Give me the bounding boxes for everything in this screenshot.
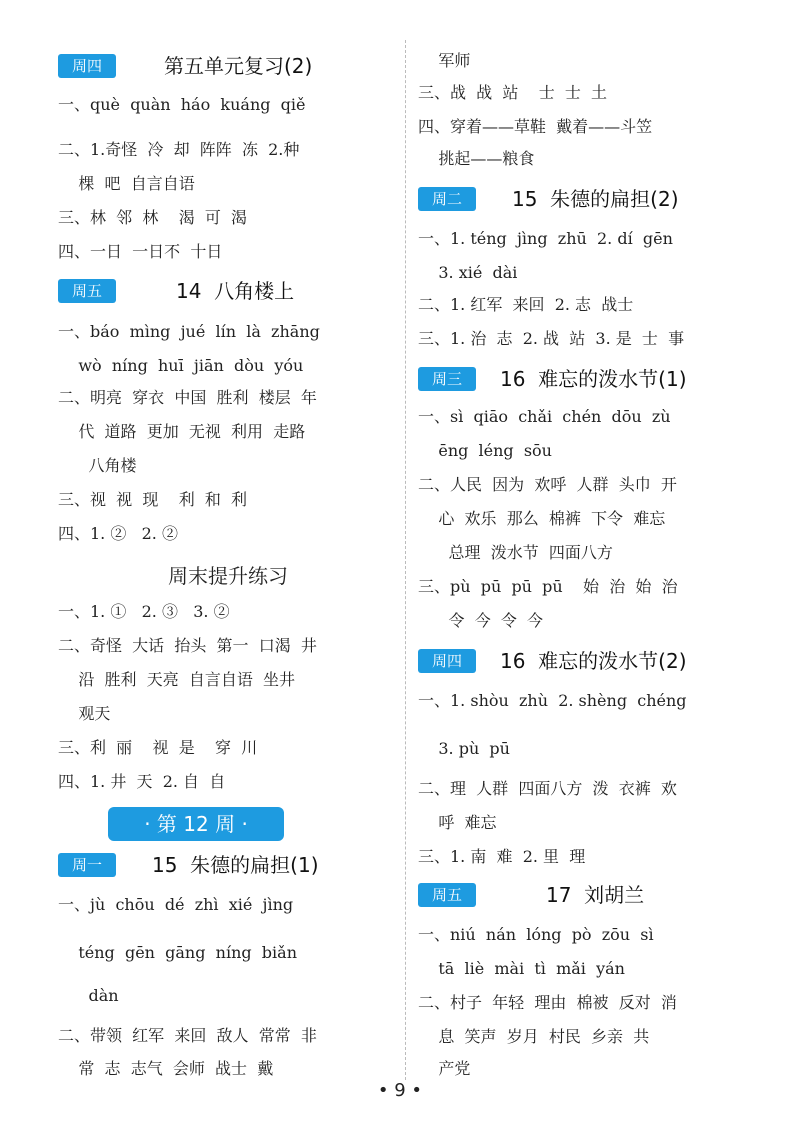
answer-line: 一、sì qiāo chǎi chén dōu zù <box>418 407 671 426</box>
answer-line: 一、báo mìng jué lín là zhāng <box>58 322 320 341</box>
answer-line: 沿 胜利 天亮 自言自语 坐井 <box>58 670 296 689</box>
day-tag: 周五 <box>58 279 116 303</box>
answer-line: 一、què quàn háo kuáng qiě <box>58 95 306 114</box>
answer-line: 一、jù chōu dé zhì xié jìng <box>58 895 294 914</box>
answer-line: 挑起——粮食 <box>418 149 535 168</box>
answer-line: 三、战 战 站 士 士 土 <box>418 83 608 102</box>
section-title: 14 八角楼上 <box>176 279 295 303</box>
answer-line: 二、人民 因为 欢呼 人群 头巾 开 <box>418 475 677 494</box>
answer-line: 军师 <box>418 51 471 70</box>
section-title: 15 朱德的扁担(1) <box>152 853 319 877</box>
answer-line: 二、1. 红军 来回 2. 志 战士 <box>418 295 634 314</box>
answer-line: 一、1. ① 2. ③ 3. ② <box>58 602 230 621</box>
answer-line: 四、1. ② 2. ② <box>58 524 178 543</box>
answer-line: 息 笑声 岁月 村民 乡亲 共 <box>418 1027 650 1046</box>
answer-line: 总理 泼水节 四面八方 <box>418 543 613 562</box>
answer-line: 八角楼 <box>58 456 137 475</box>
answer-line: 二、带领 红军 来回 敌人 常常 非 <box>58 1026 317 1045</box>
section-header <box>418 185 758 215</box>
answer-line: 二、奇怪 大话 抬头 第一 口渴 井 <box>58 636 317 655</box>
answer-line: 四、穿着——草鞋 戴着——斗笠 <box>418 117 653 136</box>
section-title: 16 难忘的泼水节(1) <box>500 367 687 391</box>
section-title: 15 朱德的扁担(2) <box>512 187 679 211</box>
answer-line: 二、理 人群 四面八方 泼 衣裤 欢 <box>418 779 677 798</box>
answer-line: 令 今 令 今 <box>418 611 544 630</box>
answer-line: 呼 难忘 <box>418 813 497 832</box>
page-number: • 9 • <box>377 1080 423 1101</box>
answer-line: 棵 吧 自言自语 <box>58 174 195 193</box>
column-divider <box>405 40 406 1080</box>
answer-line: tā liè mài tì mǎi yán <box>418 959 625 978</box>
day-tag: 周四 <box>418 649 476 673</box>
day-tag: 周四 <box>58 54 116 78</box>
answer-line: 一、niú nán lóng pò zōu sì <box>418 925 654 944</box>
section-header <box>418 881 758 911</box>
answer-line: 3. xié dài <box>418 263 518 282</box>
answer-line: 一、1. shòu zhù 2. shèng chéng <box>418 691 687 710</box>
answer-line: 三、林 邻 林 渴 可 渴 <box>58 208 248 227</box>
answer-line: 产党 <box>418 1059 471 1078</box>
answer-line: wò níng huī jiān dòu yóu <box>58 356 304 375</box>
section-header <box>58 52 398 82</box>
section-title: 第五单元复习(2) <box>164 54 313 78</box>
answer-line: 三、利 丽 视 是 穿 川 <box>58 738 258 757</box>
answer-line: 三、视 视 现 利 和 利 <box>58 490 248 509</box>
answer-line: 代 道路 更加 无视 利用 走路 <box>58 422 306 441</box>
answer-line: dàn <box>58 986 119 1005</box>
day-tag: 周一 <box>58 853 116 877</box>
section-title: 16 难忘的泼水节(2) <box>500 649 687 673</box>
answer-line: 三、pù pū pū pū 始 治 始 治 <box>418 577 678 596</box>
answer-line: 二、村子 年轻 理由 棉被 反对 消 <box>418 993 677 1012</box>
section-header <box>58 277 398 307</box>
answer-line: 一、1. téng jìng zhū 2. dí gēn <box>418 229 673 248</box>
answer-line: 四、一日 一日不 十日 <box>58 242 223 261</box>
day-tag: 周三 <box>418 367 476 391</box>
answer-line: 3. pù pū <box>418 739 510 758</box>
answer-line: 观天 <box>58 704 111 723</box>
day-tag: 周二 <box>418 187 476 211</box>
answer-line: 四、1. 井 天 2. 自 自 <box>58 772 226 791</box>
answer-line: 三、1. 治 志 2. 战 站 3. 是 士 事 <box>418 329 685 348</box>
section-header <box>418 365 758 395</box>
section-header <box>418 647 758 677</box>
section-title: 周末提升练习 <box>168 564 288 588</box>
day-tag: 周五 <box>418 883 476 907</box>
answer-line: ēng léng sōu <box>418 441 552 460</box>
section-header <box>58 851 398 881</box>
answer-line: 二、明亮 穿衣 中国 胜利 楼层 年 <box>58 388 317 407</box>
answer-line: 二、1.奇怪 冷 却 阵阵 冻 2.种 <box>58 140 300 159</box>
answer-line: 心 欢乐 那么 棉裤 下令 难忘 <box>418 509 666 528</box>
section-title: 17 刘胡兰 <box>546 883 645 907</box>
answer-line: 常 志 志气 会师 战士 戴 <box>58 1059 274 1078</box>
week-banner: · 第 12 周 · <box>108 807 284 841</box>
answer-line: téng gēn gāng níng biǎn <box>58 943 297 962</box>
answer-line: 三、1. 南 难 2. 里 理 <box>418 847 586 866</box>
